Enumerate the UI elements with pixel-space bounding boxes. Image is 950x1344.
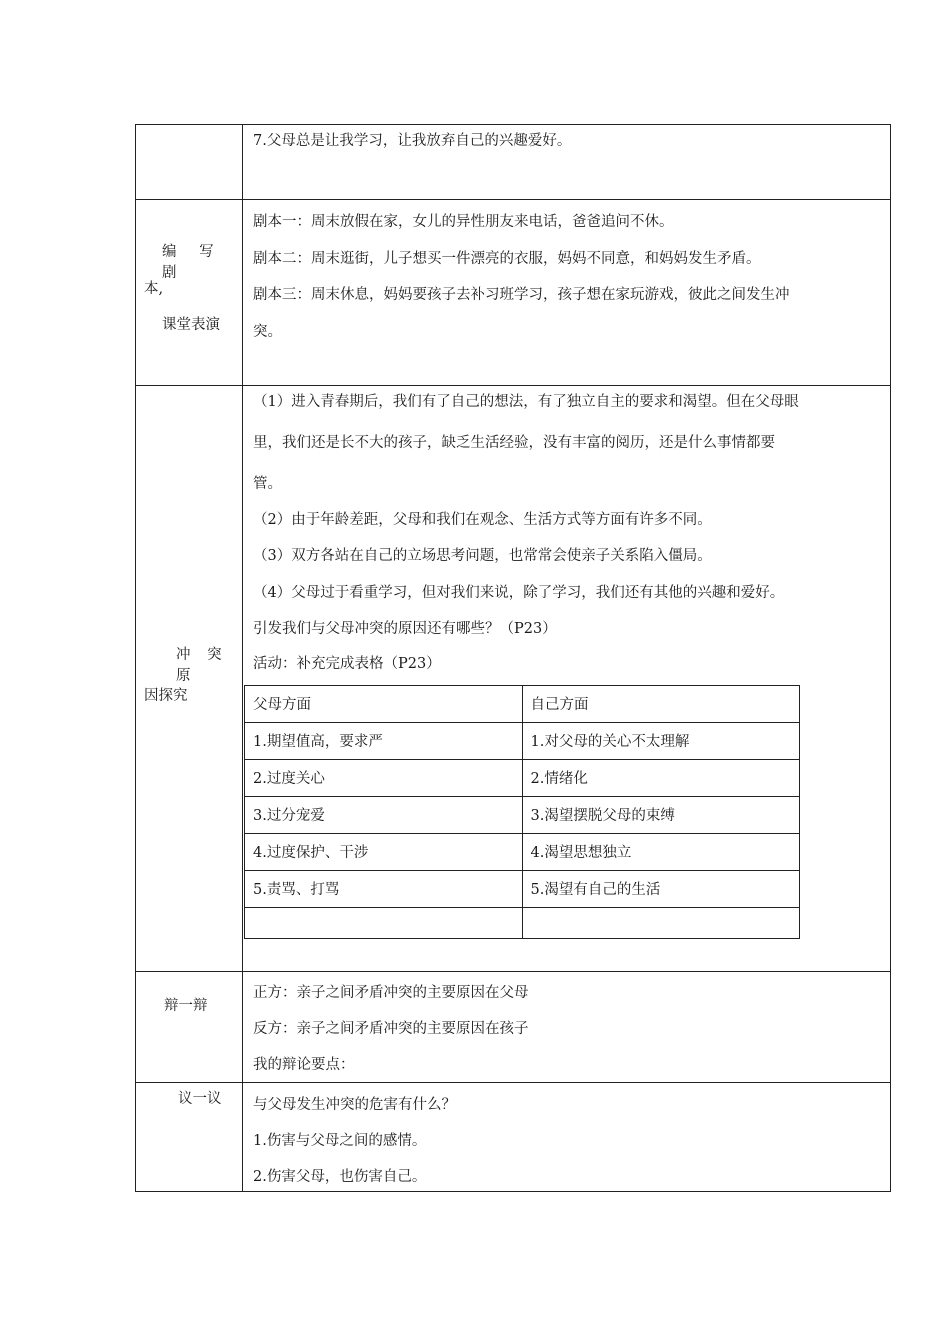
row-conflict — [135, 385, 891, 971]
conflict-line-1: （1）进入青春期后，我们有了自己的想法，有了独立自主的要求和渴望。但在父母眼 — [253, 394, 799, 410]
debate-label-cell — [136, 972, 243, 1082]
cell-self: 2.情绪化 — [522, 760, 800, 797]
table-row — [245, 871, 800, 908]
table-row — [245, 760, 800, 797]
discuss-line-2: 1.伤害与父母之间的感情。 — [253, 1133, 427, 1149]
table-row — [245, 834, 800, 871]
debate-line-2: 反方：亲子之间矛盾冲突的主要原因在孩子 — [253, 1021, 529, 1037]
discuss-label-cell — [136, 1083, 243, 1191]
row-item7 — [135, 124, 891, 199]
script-label-line2: 本, — [144, 281, 164, 297]
script-label-line3: 课堂表演 — [162, 317, 220, 333]
conflict-line-5: （3）双方各站在自己的立场思考问题，也常常会使亲子关系陷入僵局。 — [253, 548, 712, 564]
header-self: 自己方面 — [522, 686, 800, 723]
debate-line-1: 正方：亲子之间矛盾冲突的主要原因在父母 — [253, 985, 529, 1001]
conflict-line-3: 管。 — [253, 476, 282, 492]
cell-self: 3.渴望摆脱父母的束缚 — [522, 797, 800, 834]
conflict-label-cell — [136, 386, 243, 971]
row-script — [135, 199, 891, 385]
script-label-cell — [136, 200, 243, 385]
discuss-label: 议一议 — [178, 1091, 222, 1107]
script-line-4: 突。 — [253, 323, 282, 340]
cell-parents: 3.过分宠爱 — [245, 797, 523, 834]
cell-self: 4.渴望思想独立 — [522, 834, 800, 871]
cell-self: 1.对父母的关心不太理解 — [522, 723, 800, 760]
cell-parents: 2.过度关心 — [245, 760, 523, 797]
cell-parents: 4.过度保护、干涉 — [245, 834, 523, 871]
script-line-3: 剧本三：周末休息，妈妈要孩子去补习班学习，孩子想在家玩游戏，彼此之间发生冲 — [253, 287, 790, 303]
table-row — [245, 908, 800, 939]
conflict-label-line1: 冲 突 原 — [176, 647, 228, 684]
cell-self — [522, 908, 800, 939]
script-line-1: 剧本一：周末放假在家，女儿的异性朋友来电话，爸爸追问不休。 — [253, 214, 674, 230]
cause-table-header — [245, 686, 800, 723]
discuss-line-3: 2.伤害父母，也伤害自己。 — [253, 1169, 427, 1185]
conflict-line-6: （4）父母过于看重学习，但对我们来说，除了学习，我们还有其他的兴趣和爱好。 — [253, 585, 785, 601]
lesson-table — [135, 124, 891, 1192]
table-row — [245, 723, 800, 760]
row-label-cell — [136, 125, 243, 199]
cell-parents — [245, 908, 523, 939]
cell-self: 5.渴望有自己的生活 — [522, 871, 800, 908]
cell-parents: 1.期望值高，要求严 — [245, 723, 523, 760]
row-debate — [135, 971, 891, 1082]
script-line-2: 剧本二：周末逛街，儿子想买一件漂亮的衣服，妈妈不同意，和妈妈发生矛盾。 — [253, 250, 761, 267]
script-label-line1: 编 写 剧 — [162, 244, 223, 281]
debate-line-3: 我的辩论要点： — [253, 1057, 355, 1073]
cell-parents: 5.责骂、打骂 — [245, 871, 523, 908]
conflict-label-line2: 因探究 — [144, 688, 188, 704]
conflict-line-2: 里，我们还是长不大的孩子，缺乏生活经验，没有丰富的阅历，还是什么事情都要 — [253, 435, 775, 451]
row-discuss — [135, 1082, 891, 1192]
conflict-line-4: （2）由于年龄差距，父母和我们在观念、生活方式等方面有许多不同。 — [253, 512, 712, 528]
debate-label: 辩一辩 — [164, 998, 208, 1014]
header-parents: 父母方面 — [245, 686, 523, 723]
discuss-line-1: 与父母发生冲突的危害有什么？ — [253, 1097, 456, 1113]
item7-text: 7.父母总是让我学习，让我放弃自己的兴趣爱好。 — [253, 133, 572, 149]
cause-table — [244, 685, 800, 939]
table-row — [245, 797, 800, 834]
conflict-line-8: 活动：补充完成表格（P23） — [253, 656, 441, 672]
conflict-line-7: 引发我们与父母冲突的原因还有哪些？（P23） — [253, 621, 557, 637]
